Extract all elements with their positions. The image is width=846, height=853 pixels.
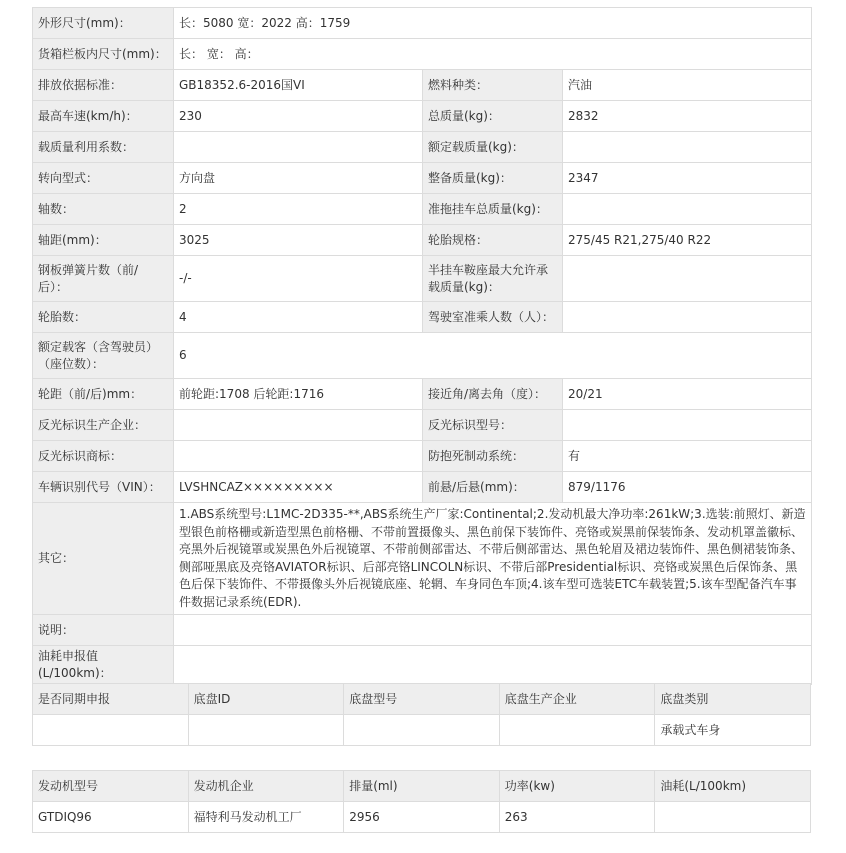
tire-count-label: 轮胎数： — [33, 302, 174, 333]
column-header: 发动机企业 — [188, 771, 344, 802]
other-value: 1.ABS系统型号:L1MC-2D335-**,ABS系统生产厂家:Continental;2.发动机最大净功率:261kW;3.选装:前照灯、新造型银色前格栅或新造型黑色前格栅、不带前置摄像头、黑色前保下装饰件、亮铬或炭黑前保装饰条、发动机罩盖徽标、亮黑外后视镜罩或炭黑色外后视镜罩、不带前侧部雷达、不带后侧部雷达、黑色轮眉及裙边装饰件、黑色侧裙装饰条、侧部哑黑底及亮铬AVIATOR标识、后部亮铬LINCOLN标识、不带后部Presidential标识、亮铬或炭黑色后保饰条、黑色后保下装饰件、不带摄像头外后视镜底座、轮辋、车身同色车顶;4.该车型可选装ETC车载装置;5.该车型配备汽车事件数据记录系统(EDR). — [174, 503, 812, 615]
table-row — [33, 802, 811, 833]
reflector-model-value — [563, 410, 812, 441]
seats-value: 6 — [174, 333, 812, 379]
fuel-type-label: 燃料种类： — [423, 70, 563, 101]
rated-load-label: 额定载质量(kg)： — [423, 132, 563, 163]
dimensions-value: 长：5080 宽：2022 高：1759 — [174, 8, 812, 39]
trailer-mass-value — [563, 194, 812, 225]
spec-row — [33, 441, 812, 472]
spec-row — [33, 39, 812, 70]
table-cell: 2956 — [344, 802, 500, 833]
table-cell — [188, 715, 344, 746]
rated-load-value — [563, 132, 812, 163]
emission-label: 排放依据标准： — [33, 70, 174, 101]
vin-label: 车辆识别代号（VIN）： — [33, 472, 174, 503]
dimensions-label: 外形尺寸(mm)： — [33, 8, 174, 39]
spec-row — [33, 225, 812, 256]
cargo-box-label: 货箱栏板内尺寸(mm)： — [33, 39, 174, 70]
spec-row — [33, 163, 812, 194]
vin-value: LVSHNCAZ××××××××× — [174, 472, 423, 503]
max-speed-value: 230 — [174, 101, 423, 132]
saddle-load-value — [563, 256, 812, 302]
axles-value: 2 — [174, 194, 423, 225]
wheelbase-value: 3025 — [174, 225, 423, 256]
column-header: 油耗(L/100km) — [655, 771, 811, 802]
note-value — [174, 615, 812, 646]
angles-value: 20/21 — [563, 379, 812, 410]
other-label: 其它： — [33, 503, 174, 615]
spec-row — [33, 8, 812, 39]
curb-mass-label: 整备质量(kg)： — [423, 163, 563, 194]
track-label: 轮距（前/后)mm： — [33, 379, 174, 410]
curb-mass-value: 2347 — [563, 163, 812, 194]
overhang-label: 前悬/后悬(mm)： — [423, 472, 563, 503]
table-cell: 承载式车身 — [655, 715, 811, 746]
column-header: 功率(kw) — [499, 771, 655, 802]
saddle-load-label: 半挂车鞍座最大允许承载质量(kg)： — [423, 256, 563, 302]
spec-row — [33, 70, 812, 101]
spec-row — [33, 132, 812, 163]
load-coef-label: 载质量利用系数： — [33, 132, 174, 163]
spec-row — [33, 646, 812, 685]
cargo-box-value: 长： 宽： 高： — [174, 39, 812, 70]
table-cell — [655, 802, 811, 833]
seats-label: 额定载客（含驾驶员）（座位数）： — [33, 333, 174, 379]
reflector-model-label: 反光标识型号： — [423, 410, 563, 441]
leaf-springs-label: 钢板弹簧片数（前/后）： — [33, 256, 174, 302]
reflector-brand-label: 反光标识商标： — [33, 441, 174, 472]
spec-row — [33, 101, 812, 132]
emission-value: GB18352.6-2016国VI — [174, 70, 423, 101]
engine-table — [32, 770, 811, 833]
column-header: 底盘类别 — [655, 684, 811, 715]
spec-row — [33, 333, 812, 379]
tire-spec-label: 轮胎规格： — [423, 225, 563, 256]
table-cell: GTDIQ96 — [33, 802, 189, 833]
max-speed-label: 最高车速(km/h)： — [33, 101, 174, 132]
gross-mass-value: 2832 — [563, 101, 812, 132]
column-header: 排量(ml) — [344, 771, 500, 802]
steering-value: 方向盘 — [174, 163, 423, 194]
table-row — [33, 715, 811, 746]
table-cell: 263 — [499, 802, 655, 833]
table-header-row — [33, 684, 811, 715]
wheelbase-label: 轴距(mm)： — [33, 225, 174, 256]
table-header-row — [33, 771, 811, 802]
note-label: 说明： — [33, 615, 174, 646]
column-header: 底盘ID — [188, 684, 344, 715]
tire-count-value: 4 — [174, 302, 423, 333]
table-cell — [33, 715, 189, 746]
spec-row — [33, 256, 812, 302]
track-value: 前轮距:1708 后轮距:1716 — [174, 379, 423, 410]
angles-label: 接近角/离去角（度）： — [423, 379, 563, 410]
cab-seats-label: 驾驶室准乘人数（人）： — [423, 302, 563, 333]
fuel-consumption-label: 油耗申报值(L/100km)： — [33, 646, 174, 685]
axles-label: 轴数： — [33, 194, 174, 225]
reflector-maker-label: 反光标识生产企业： — [33, 410, 174, 441]
spec-row — [33, 472, 812, 503]
fuel-type-value: 汽油 — [563, 70, 812, 101]
spec-row — [33, 615, 812, 646]
reflector-maker-value — [174, 410, 423, 441]
column-header: 底盘生产企业 — [499, 684, 655, 715]
table-cell — [344, 715, 500, 746]
abs-value: 有 — [563, 441, 812, 472]
fuel-consumption-value — [174, 646, 812, 685]
load-coef-value — [174, 132, 423, 163]
column-header: 是否同期申报 — [33, 684, 189, 715]
overhang-value: 879/1176 — [563, 472, 812, 503]
column-header: 底盘型号 — [344, 684, 500, 715]
spec-row — [33, 503, 812, 615]
spec-row — [33, 379, 812, 410]
gross-mass-label: 总质量(kg)： — [423, 101, 563, 132]
spec-row — [33, 302, 812, 333]
vehicle-spec-table — [32, 7, 812, 685]
spec-row — [33, 410, 812, 441]
abs-label: 防抱死制动系统： — [423, 441, 563, 472]
spec-row — [33, 194, 812, 225]
tire-spec-value: 275/45 R21,275/40 R22 — [563, 225, 812, 256]
reflector-brand-value — [174, 441, 423, 472]
table-cell: 福特利马发动机工厂 — [188, 802, 344, 833]
chassis-table — [32, 683, 811, 746]
leaf-springs-value: -/- — [174, 256, 423, 302]
trailer-mass-label: 准拖挂车总质量(kg)： — [423, 194, 563, 225]
steering-label: 转向型式： — [33, 163, 174, 194]
table-cell — [499, 715, 655, 746]
cab-seats-value — [563, 302, 812, 333]
column-header: 发动机型号 — [33, 771, 189, 802]
